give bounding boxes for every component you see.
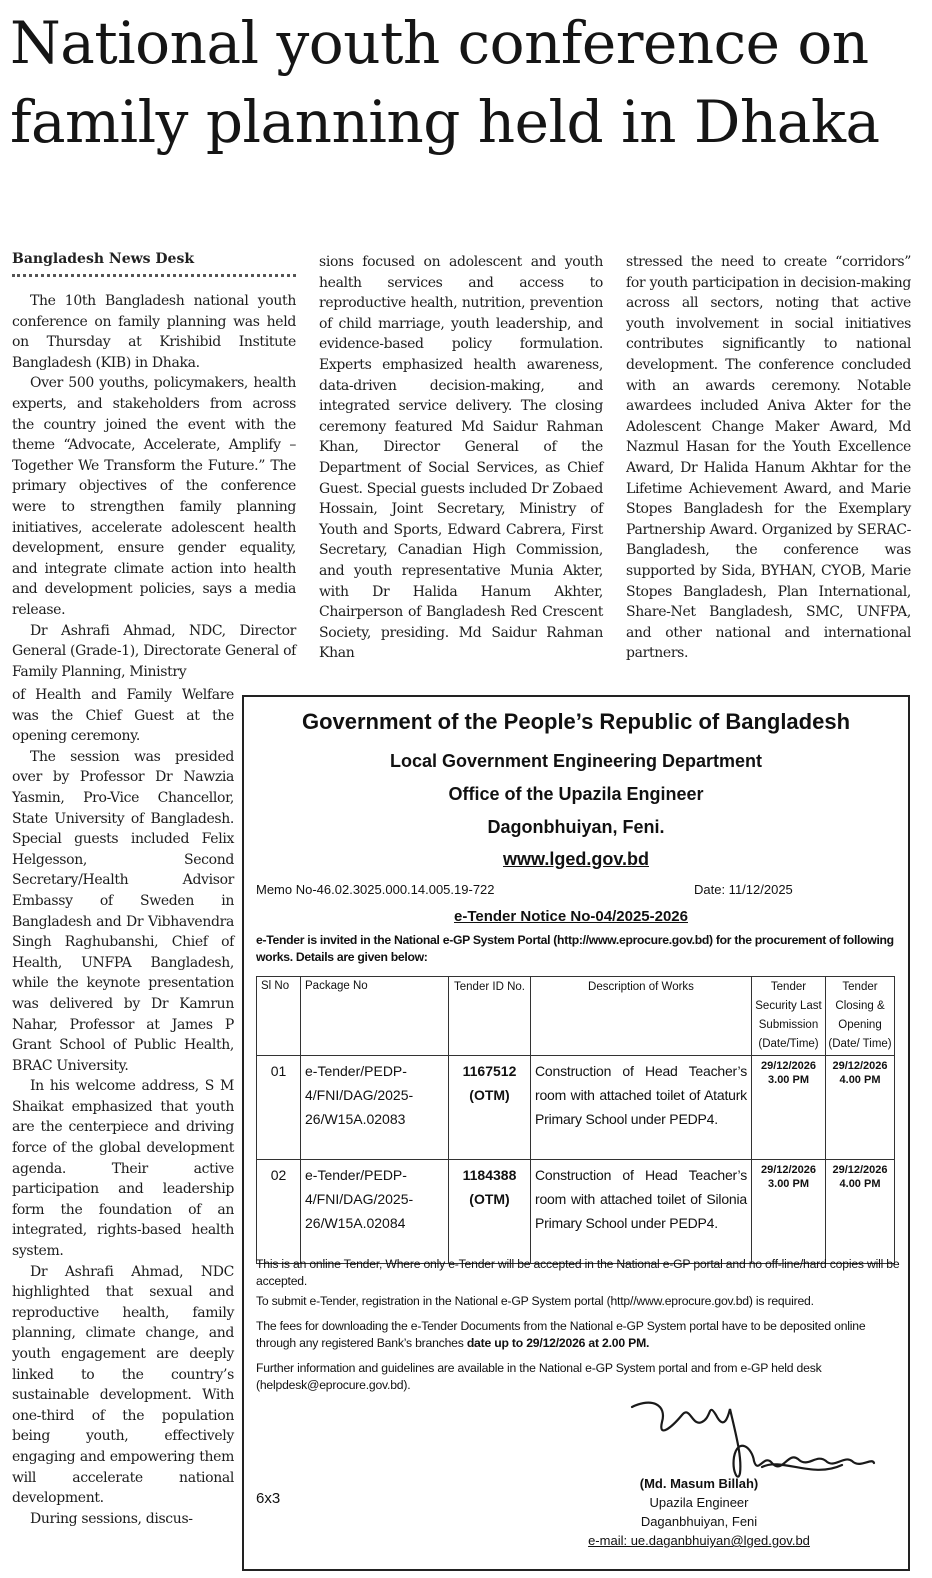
- cell-description: Construction of Head Teacher’s room with attached toilet of Silonia Primary School under PEDP4.: [531, 1160, 752, 1264]
- article-paragraph: of Health and Family Welfare was the Chief Guest at the opening ceremony.: [12, 687, 234, 745]
- signatory-name: (Md. Masum Billah): [639, 1476, 759, 1491]
- article-paragraph: Dr Ashrafi Ahmad, NDC highlighted that sexual and reproductive health, family planning, climate change, and youth engagement are deeply linked to the country’s sustainable development. With one-third of the population being youth, effectively engaging and empowering them will accelerate national development.: [12, 1263, 234, 1507]
- cell-closing: 29/12/2026 4.00 PM: [826, 1160, 895, 1264]
- signatory-title: Upazila Engineer: [649, 1495, 749, 1510]
- cell-tender-id: 1167512 (OTM): [449, 1056, 531, 1160]
- article-paragraph: Dr Ashrafi Ahmad, NDC, Director General (Grade-1), Directorate General of Family Planning, Ministry: [12, 622, 296, 680]
- table-row: [257, 1056, 895, 1160]
- headline: National youth conference on family planning held in Dhaka: [10, 9, 880, 156]
- signature-icon: [612, 1387, 902, 1487]
- ad-website: www.lged.gov.bd: [503, 849, 649, 869]
- cell-sl: 02: [257, 1160, 301, 1264]
- cell-description: Construction of Head Teacher’s room with attached toilet of Ataturk Primary School under PEDP4.: [531, 1056, 752, 1160]
- tender-notice-ad: [242, 695, 910, 1571]
- cell-closing: 29/12/2026 4.00 PM: [826, 1056, 895, 1160]
- cell-security: 29/12/2026 3.00 PM: [752, 1160, 826, 1264]
- byline: Bangladesh News Desk: [12, 251, 296, 277]
- ad-memo-number: Memo No-46.02.3025.000.14.005.19-722: [256, 882, 495, 897]
- ad-government-title: Government of the People’s Republic of Bangladesh: [301, 709, 851, 734]
- ad-note-deadline: date up to 29/12/2026 at 2.00 PM.: [466, 1336, 650, 1350]
- signature-block: [574, 1474, 824, 1550]
- ad-intro: e-Tender is invited in the National e-GP System Portal (http://www.eprocure.gov.bd) for the procurement of following works. Details are given below:: [256, 933, 894, 964]
- cell-package: e-Tender/PEDP-4/FNI/DAG/2025-26/W15A.02083: [301, 1056, 449, 1160]
- article-paragraph: The session was presided over by Professor Dr Nawzia Yasmin, Pro-Vice Chancellor, State University of Bangladesh. Special guests included Felix Helgesson, Second Secretary/Health Advisor Embassy of Sweden in Bangladesh and Dr Vibhavendra Singh Raghubanshi, Chief of Health, UNFPA Bangladesh, while the keynote presentation was delivered by Dr Kamrun Nahar, Professor at James P Grant School of Public Health, BRAC University.: [12, 748, 234, 1074]
- article-column-1-bottom: [12, 685, 234, 1529]
- article-paragraph: In his welcome address, S M Shaikat emphasized that youth are the centerpiece and driving force of the global development agenda. Their active participation and leadership form the foundation of an integrated, rights-based health system.: [12, 1078, 234, 1260]
- header-security: Tender Security Last Submission (Date/Time): [752, 977, 826, 1056]
- article-paragraph: The 10th Bangladesh national youth conference on family planning was held on Thursday at Krishibid Institute Bangladesh (KIB) in Dhaka.: [12, 293, 296, 371]
- ad-department: Local Government Engineering Department: [389, 751, 763, 771]
- header-tender-id: Tender ID No.: [449, 977, 531, 1056]
- article-column-3: [626, 252, 911, 664]
- header-sl: Sl No: [257, 977, 301, 1056]
- ad-notice-number: e-Tender Notice No-04/2025-2026: [454, 908, 688, 925]
- signatory-email: e-mail: ue.daganbhuiyan@lged.gov.bd: [588, 1533, 810, 1548]
- cell-package: e-Tender/PEDP-4/FNI/DAG/2025-26/W15A.02084: [301, 1160, 449, 1264]
- cell-sl: 01: [257, 1056, 301, 1160]
- ad-note: Further information and guidelines are available in the National e-GP System portal and from e-GP held desk (helpdesk@eprocure.gov.bd).: [256, 1361, 822, 1392]
- ad-note: This is an online Tender, Where only e-Tender will be accepted in the National e-GP portal and no off-line/hard copies will be accepted.: [256, 1257, 900, 1288]
- table-header-row: [257, 977, 895, 1056]
- article-paragraph: sions focused on adolescent and youth health services and access to reproductive health, nutrition, prevention of child marriage, youth leadership, and evidence-based policy formulation. Experts emphasized health awareness, data-driven decision-making, and integrated service delivery. The closing ceremony featured Md Saidur Rahman Khan, Director General of the Department of Social Services, as Chief Guest. Special guests included Dr Zobaed Hossain, Joint Secretary, Ministry of Youth and Sports, Edward Cabrera, First Secretary, Canadian High Commission, and youth representative Munia Akter, with Dr Halida Hanum Akhter, Chairperson of Bangladesh Red Crescent Society, presiding. Md Saidur Rahman Khan: [319, 254, 603, 662]
- header-description: Description of Works: [531, 977, 752, 1056]
- signatory-place: Daganbhuiyan, Feni: [640, 1514, 758, 1529]
- article-paragraph: During sessions, discus-: [30, 1510, 193, 1527]
- table-row: [257, 1160, 895, 1264]
- ad-date: Date: 11/12/2025: [694, 882, 793, 897]
- ad-place: Dagonbhuiyan, Feni.: [487, 817, 665, 837]
- ad-note-text: The fees for downloading the e-Tender Documents from the National e-GP System portal have to be deposited online through any registered Bank’s branches: [256, 1319, 866, 1350]
- article-column-1-top: [12, 291, 296, 682]
- ad-office: Office of the Upazila Engineer: [448, 784, 704, 804]
- ad-note: To submit e-Tender, registration in the National e-GP System portal (http//www.eprocure.gov.bd) is required.: [256, 1294, 814, 1308]
- article-column-2: [319, 252, 603, 664]
- ad-code: 6x3: [256, 1490, 281, 1507]
- article-paragraph: Over 500 youths, policymakers, health experts, and stakeholders from across the country joined the event with the theme “Advocate, Accelerate, Amplify – Together We Transform the Future.” The primary objectives of the conference were to strengthen family planning initiatives, accelerate adolescent health development, ensure gender equality, and integrate climate action into health and development policies, says a media release.: [12, 375, 296, 618]
- cell-tender-id: 1184388 (OTM): [449, 1160, 531, 1264]
- tender-table: [256, 976, 895, 1264]
- header-package: Package No: [301, 977, 449, 1056]
- cell-security: 29/12/2026 3.00 PM: [752, 1056, 826, 1160]
- header-closing: Tender Closing & Opening (Date/ Time): [826, 977, 895, 1056]
- article-paragraph: stressed the need to create “corridors” for youth participation in decision-making across all sectors, noting that active youth involvement in social initiatives contributes significantly to national development. The conference concluded with an awards ceremony. Notable awardees included Aniva Akter for the Adolescent Change Maker Award, Md Nazmul Hasan for the Youth Excellence Award, Dr Halida Hanum Akhtar for the Lifetime Achievement Award, and Marie Stopes Bangladesh for the Exemplary Partnership Award. Organized by SERAC-Bangladesh, the conference was supported by Sida, BYHAN, CYOB, Marie Stopes Bangladesh, Plan International, Share-Net Bangladesh, SMC, UNFPA, and other national and international partners.: [626, 254, 911, 662]
- ad-note: [256, 1318, 906, 1352]
